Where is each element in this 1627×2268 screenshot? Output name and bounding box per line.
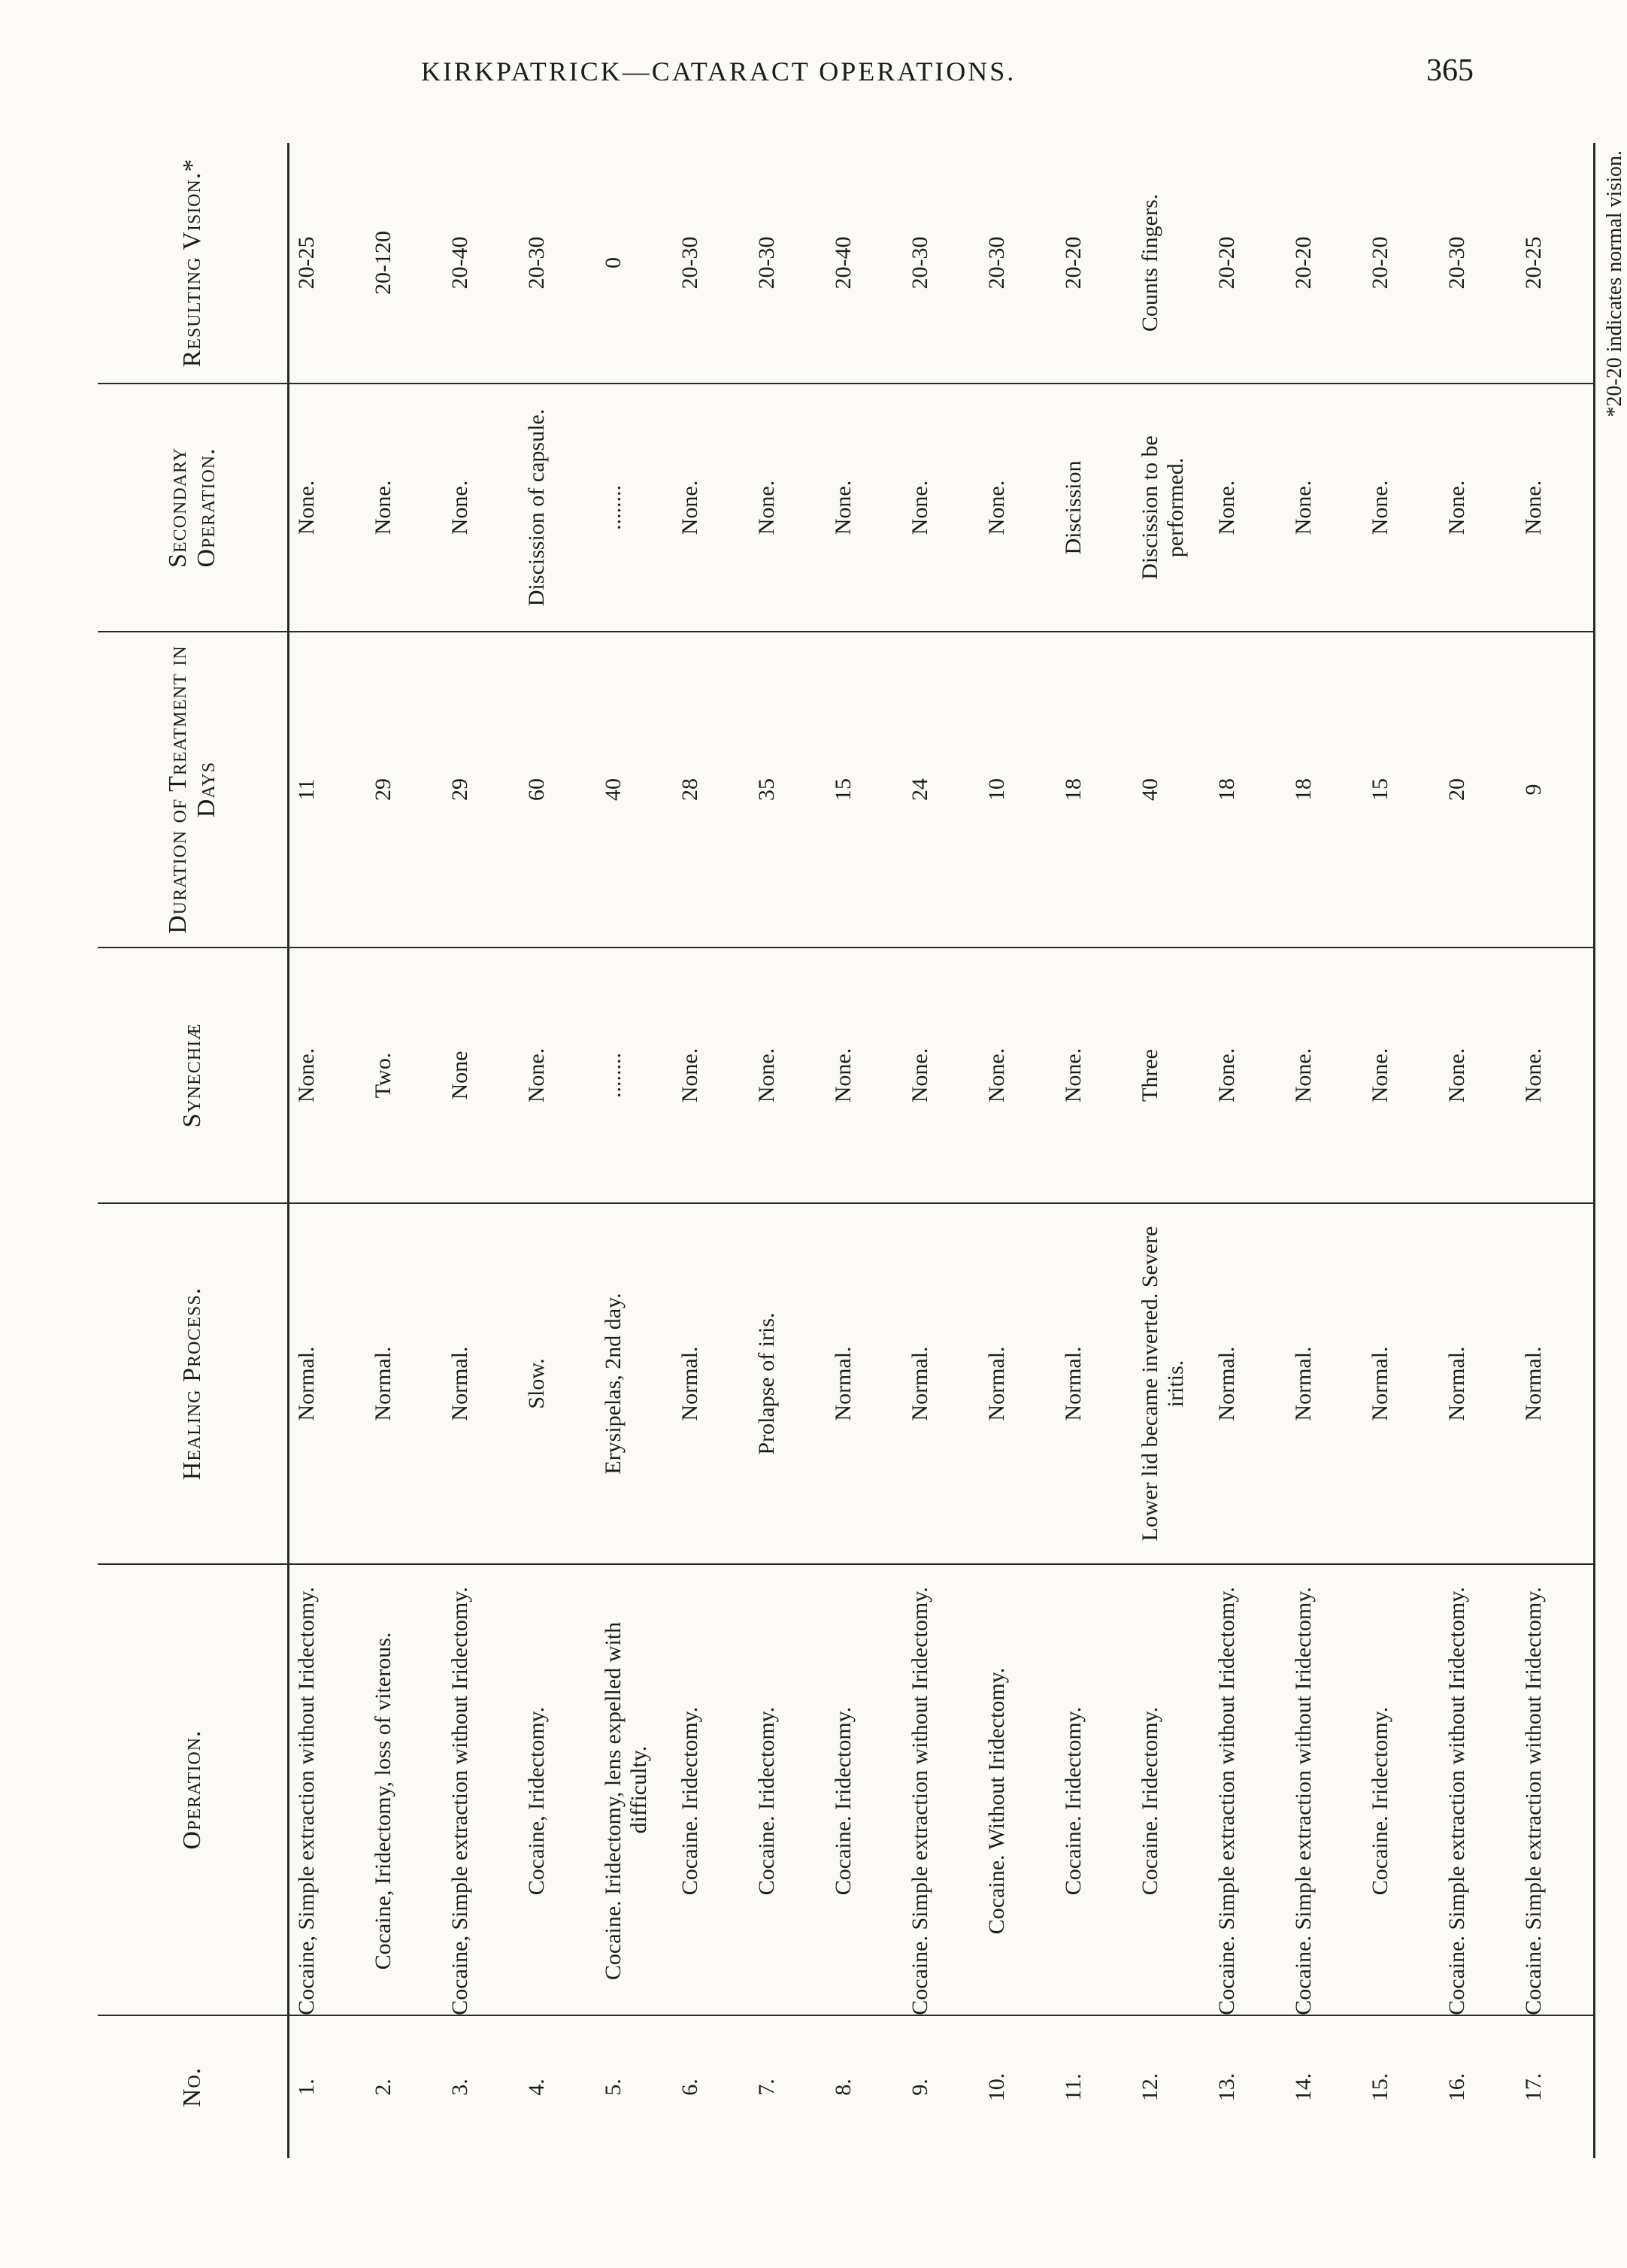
running-head: KIRKPATRICK—CATARACT OPERATIONS. [421, 56, 1016, 86]
cell-healing: Normal. [1286, 1203, 1363, 1564]
table-row [1286, 143, 1363, 2158]
column-header-duration: Duration of Treatment in Days [98, 632, 289, 948]
cell-synechiae: None. [1363, 948, 1440, 1203]
cell-no: 2. [371, 2078, 395, 2096]
column-header-operation: Operation. [98, 1564, 289, 2015]
cell-no: 8. [831, 2078, 856, 2096]
cell-no: 14. [1291, 2072, 1316, 2102]
table-row [1363, 143, 1440, 2158]
cell-healing: Erysipelas, 2nd day. [596, 1203, 673, 1564]
column-header-no: No. [98, 2015, 289, 2158]
cell-duration: 29 [443, 632, 520, 948]
cell-synechiae: None [443, 948, 520, 1203]
cell-duration: 40 [596, 632, 673, 948]
table-row [903, 143, 980, 2158]
cell-no: 9. [907, 2078, 932, 2096]
cell-healing: Normal. [1363, 1203, 1440, 1564]
table-row [1516, 143, 1595, 2158]
cell-healing: Slow. [520, 1203, 596, 1564]
cell-vision: 20-30 [520, 143, 596, 384]
cell-duration: 10 [980, 632, 1056, 948]
cell-synechiae: None. [750, 948, 826, 1203]
column-header-synechiae: Synechiæ [98, 948, 289, 1203]
cell-duration: 15 [826, 632, 903, 948]
cell-operation: Cocaine, Iridectomy, loss of viterous. [366, 1564, 443, 2015]
cell-duration: 11 [289, 632, 367, 948]
cell-vision: 20-25 [289, 143, 367, 384]
cell-operation: Cocaine. Iridectomy. [1056, 1564, 1133, 2015]
cell-operation: Cocaine. Without Iridectomy. [980, 1564, 1056, 2015]
cell-vision: 20-40 [826, 143, 903, 384]
cell-operation: Cocaine. Simple extraction without Iridectomy. [1516, 1564, 1595, 2015]
cell-vision: 20-30 [673, 143, 750, 384]
page-header [421, 53, 1474, 98]
cell-operation: Cocaine, Simple extraction without Iridectomy. [443, 1564, 520, 2015]
cell-synechiae: None. [903, 948, 980, 1203]
cell-no: 7. [754, 2078, 779, 2096]
cell-secondary: None. [289, 384, 367, 632]
cell-no: 5. [601, 2078, 626, 2096]
column-header-healing: Healing Process. [98, 1203, 289, 1564]
cell-secondary: None. [980, 384, 1056, 632]
page-number: 365 [1426, 53, 1474, 88]
cell-secondary: None. [826, 384, 903, 632]
cell-operation: Cocaine, Simple extraction without Iridectomy. [289, 1564, 367, 2015]
table-row [520, 143, 596, 2158]
cell-no: 15. [1368, 2072, 1392, 2102]
cell-vision: 20-20 [1363, 143, 1440, 384]
cell-vision: 20-40 [443, 143, 520, 384]
rotated-table-block [98, 143, 1626, 2158]
cell-synechiae: ........ [596, 948, 673, 1203]
cell-no: 6. [677, 2078, 702, 2096]
cell-synechiae: None. [980, 948, 1056, 1203]
cell-healing: Normal. [443, 1203, 520, 1564]
cell-synechiae: None. [1210, 948, 1286, 1203]
table-row [443, 143, 520, 2158]
cell-operation: Cocaine. Simple extraction without Iridectomy. [1210, 1564, 1286, 2015]
cell-secondary: None. [1210, 384, 1286, 632]
table-row [826, 143, 903, 2158]
cell-secondary: None. [673, 384, 750, 632]
cell-healing: Normal. [289, 1203, 367, 1564]
cell-healing: Lower lid became inverted. Severe iritis. [1133, 1203, 1210, 1564]
cell-no: 16. [1444, 2072, 1469, 2102]
cell-operation: Cocaine. Iridectomy. [1133, 1564, 1210, 2015]
cell-operation: Cocaine. Iridectomy. [1363, 1564, 1440, 2015]
cell-vision: 20-30 [750, 143, 826, 384]
cell-synechiae: Two. [366, 948, 443, 1203]
cell-vision: 20-20 [1286, 143, 1363, 384]
cell-operation: Cocaine. Simple extraction without Iridectomy. [1440, 1564, 1516, 2015]
cell-secondary: None. [1363, 384, 1440, 632]
cell-vision: 20-30 [903, 143, 980, 384]
cell-vision: 20-30 [1440, 143, 1516, 384]
table-header-row [98, 143, 289, 2158]
cell-healing: Prolapse of iris. [750, 1203, 826, 1564]
cell-healing: Normal. [903, 1203, 980, 1564]
cell-healing: Normal. [366, 1203, 443, 1564]
cell-vision: Counts fingers. [1133, 143, 1210, 384]
cell-healing: Normal. [1210, 1203, 1286, 1564]
cell-secondary: None. [443, 384, 520, 632]
cell-synechiae: Three [1133, 948, 1210, 1203]
cell-duration: 18 [1210, 632, 1286, 948]
cell-operation: Cocaine. Iridectomy. [826, 1564, 903, 2015]
cell-no: 4. [524, 2078, 549, 2096]
cell-duration: 9 [1516, 632, 1595, 948]
cell-operation: Cocaine. Simple extraction without Iridectomy. [903, 1564, 980, 2015]
cell-no: 13. [1214, 2072, 1239, 2102]
cell-no: 17. [1516, 2015, 1595, 2158]
cell-secondary: ........ [596, 384, 673, 632]
cell-synechiae: None. [1440, 948, 1516, 1203]
footnote: *20-20 indicates normal vision. [1603, 150, 1626, 417]
cell-no: 11. [1061, 2073, 1086, 2101]
cell-operation: Cocaine. Simple extraction without Iridectomy. [1286, 1564, 1363, 2015]
cell-duration: 20 [1440, 632, 1516, 948]
cell-synechiae: None. [520, 948, 596, 1203]
cell-operation: Cocaine, Iridectomy. [520, 1564, 596, 2015]
cell-vision: 20-20 [1056, 143, 1133, 384]
table-row [289, 143, 367, 2158]
cell-secondary: None. [1440, 384, 1516, 632]
cell-vision: 20-25 [1516, 143, 1595, 384]
column-header-vision: Resulting Vision.* [98, 143, 289, 384]
cell-no: 12. [1138, 2072, 1162, 2102]
table-row [980, 143, 1056, 2158]
cell-vision: 20-30 [980, 143, 1056, 384]
cell-duration: 35 [750, 632, 826, 948]
cell-synechiae: None. [673, 948, 750, 1203]
cell-healing: Normal. [673, 1203, 750, 1564]
cell-healing: Normal. [1516, 1203, 1595, 1564]
table-row [1440, 143, 1516, 2158]
cell-secondary: Discission [1056, 384, 1133, 632]
column-header-secondary: Secondary Operation. [98, 384, 289, 632]
cell-vision: 0 [596, 143, 673, 384]
cell-no: 10. [984, 2072, 1009, 2102]
cell-synechiae: None. [1516, 948, 1595, 1203]
cell-secondary: None. [1286, 384, 1363, 632]
cataract-table [98, 143, 1595, 2158]
cell-duration: 24 [903, 632, 980, 948]
cell-no: 3. [447, 2078, 472, 2096]
cell-healing: Normal. [1056, 1203, 1133, 1564]
cell-duration: 18 [1056, 632, 1133, 948]
cell-healing: Normal. [980, 1203, 1056, 1564]
cell-healing: Normal. [826, 1203, 903, 1564]
cell-duration: 15 [1363, 632, 1440, 948]
table-row [750, 143, 826, 2158]
cell-secondary: None. [903, 384, 980, 632]
cell-vision: 20-120 [366, 143, 443, 384]
cell-operation: Cocaine. Iridectomy. [750, 1564, 826, 2015]
cell-secondary: Discission to be performed. [1133, 384, 1210, 632]
cell-operation: Cocaine. Iridectomy. [673, 1564, 750, 2015]
cell-duration: 18 [1286, 632, 1363, 948]
cell-secondary: None. [366, 384, 443, 632]
table-row [673, 143, 750, 2158]
table-row [1056, 143, 1133, 2158]
cell-duration: 29 [366, 632, 443, 948]
cell-duration: 28 [673, 632, 750, 948]
cell-secondary: None. [750, 384, 826, 632]
table-row [596, 143, 673, 2158]
cell-secondary: Discission of capsule. [520, 384, 596, 632]
cell-duration: 60 [520, 632, 596, 948]
table-row [1133, 143, 1210, 2158]
cell-vision: 20-20 [1210, 143, 1286, 384]
cell-healing: Normal. [1440, 1203, 1516, 1564]
cell-synechiae: None. [826, 948, 903, 1203]
cell-synechiae: None. [289, 948, 367, 1203]
table-row [1210, 143, 1286, 2158]
cell-synechiae: None. [1286, 948, 1363, 1203]
cell-secondary: None. [1516, 384, 1595, 632]
cell-no: 1. [294, 2078, 319, 2096]
cell-synechiae: None. [1056, 948, 1133, 1203]
cell-operation: Cocaine. Iridectomy, lens expelled with difficulty. [596, 1564, 673, 2015]
table-row [366, 143, 443, 2158]
cell-duration: 40 [1133, 632, 1210, 948]
